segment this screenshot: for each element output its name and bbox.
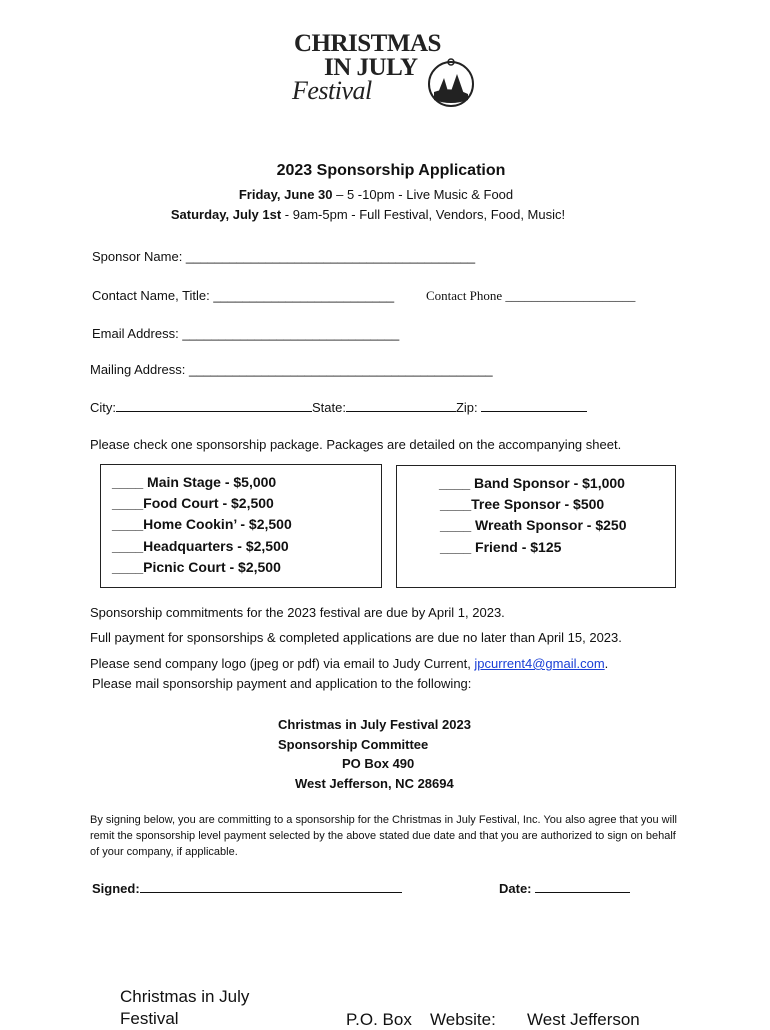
city-state-zip-row xyxy=(90,399,587,415)
state-label: State: xyxy=(312,400,346,415)
saturday-label: Saturday, July 1st xyxy=(170,207,282,222)
city-label: City: xyxy=(90,400,116,415)
page-title: 2023 Sponsorship Application xyxy=(276,162,506,179)
footer-org: Christmas in July Festival xyxy=(120,987,250,1028)
logo-note-end: . xyxy=(604,656,609,671)
logo-line-3: Festival xyxy=(292,76,372,105)
commitment-deadline-note: Sponsorship commitments for the 2023 festival are due by April 1, 2023. xyxy=(90,605,505,620)
agreement-text: By signing below, you are committing to a sponsorship for the Christmas in July Festival, Inc. You also agree that you will remit the sponsorship level payment selected by the above stated due date and that you are authorized to sign on behalf of your company, if applicable. xyxy=(90,814,677,858)
address-line-1: Christmas in July Festival 2023 xyxy=(278,717,471,732)
friday-label: Friday, June 30 xyxy=(238,187,333,202)
contact-name-field[interactable]: Contact Name, Title: _________________________ xyxy=(92,288,395,303)
footer-city: West Jefferson xyxy=(527,1010,640,1029)
city-field[interactable] xyxy=(116,399,312,412)
ornament-icon xyxy=(426,56,476,108)
footer-po-box: P.O. Box xyxy=(346,1010,412,1029)
contact-phone-field[interactable]: Contact Phone ____________________ xyxy=(426,288,636,303)
zip-field[interactable] xyxy=(481,399,587,412)
mailing-address-field[interactable]: Mailing Address: __________________________________________ xyxy=(90,362,493,377)
sponsor-name-field[interactable]: Sponsor Name: ________________________________________ xyxy=(92,249,476,264)
package-picnic-court[interactable]: ____Picnic Court - $2,500 xyxy=(112,559,281,575)
package-food-court[interactable]: ____Food Court - $2,500 xyxy=(112,495,274,511)
package-instructions: Please check one sponsorship package. Packages are detailed on the accompanying sheet. xyxy=(90,437,622,452)
friday-line xyxy=(0,187,752,202)
festival-logo xyxy=(290,30,480,110)
saturday-line xyxy=(0,207,736,222)
package-tree-sponsor[interactable]: ____Tree Sponsor - $500 xyxy=(440,496,605,512)
logo-note-text: Please send company logo (jpeg or pdf) via email to Judy Current, xyxy=(90,656,475,671)
package-wreath-sponsor[interactable]: ____ Wreath Sponsor - $250 xyxy=(440,517,627,533)
address-line-3: PO Box 490 xyxy=(342,756,415,771)
logo-line-1: CHRISTMAS xyxy=(294,30,441,57)
logo-submission-note xyxy=(90,656,608,671)
address-line-4: West Jefferson, NC 28694 xyxy=(295,776,454,791)
zip-label: Zip: xyxy=(455,400,478,415)
date-row xyxy=(499,880,630,896)
date-label: Date: xyxy=(499,881,532,896)
saturday-details: - 9am-5pm - Full Festival, Vendors, Food, Music! xyxy=(281,207,566,222)
email-link[interactable]: jpcurrent4@gmail.com xyxy=(474,656,605,671)
mail-instructions-note: Please mail sponsorship payment and application to the following: xyxy=(92,676,472,691)
friday-details: – 5 -10pm - Live Music & Food xyxy=(332,187,514,202)
signature-field[interactable] xyxy=(140,880,402,893)
signature-row xyxy=(92,880,402,896)
package-home-cookin[interactable]: ____Home Cookin’ - $2,500 xyxy=(112,516,292,532)
logo-line-2: IN JULY xyxy=(324,54,418,81)
email-field[interactable]: Email Address: ______________________________ xyxy=(92,326,400,341)
footer-website: Website: xyxy=(430,1010,496,1029)
payment-deadline-note: Full payment for sponsorships & completed applications are due no later than April 15, 2023. xyxy=(90,630,622,645)
package-main-stage[interactable]: ____ Main Stage - $5,000 xyxy=(112,474,277,490)
package-band-sponsor[interactable]: ____ Band Sponsor - $1,000 xyxy=(439,475,625,491)
address-line-2: Sponsorship Committee xyxy=(278,737,429,752)
package-friend[interactable]: ____ Friend - $125 xyxy=(440,539,562,555)
package-headquarters[interactable]: ____Headquarters - $2,500 xyxy=(112,538,289,554)
date-field[interactable] xyxy=(535,880,630,893)
state-field[interactable] xyxy=(346,399,456,412)
signed-label: Signed: xyxy=(92,881,140,896)
